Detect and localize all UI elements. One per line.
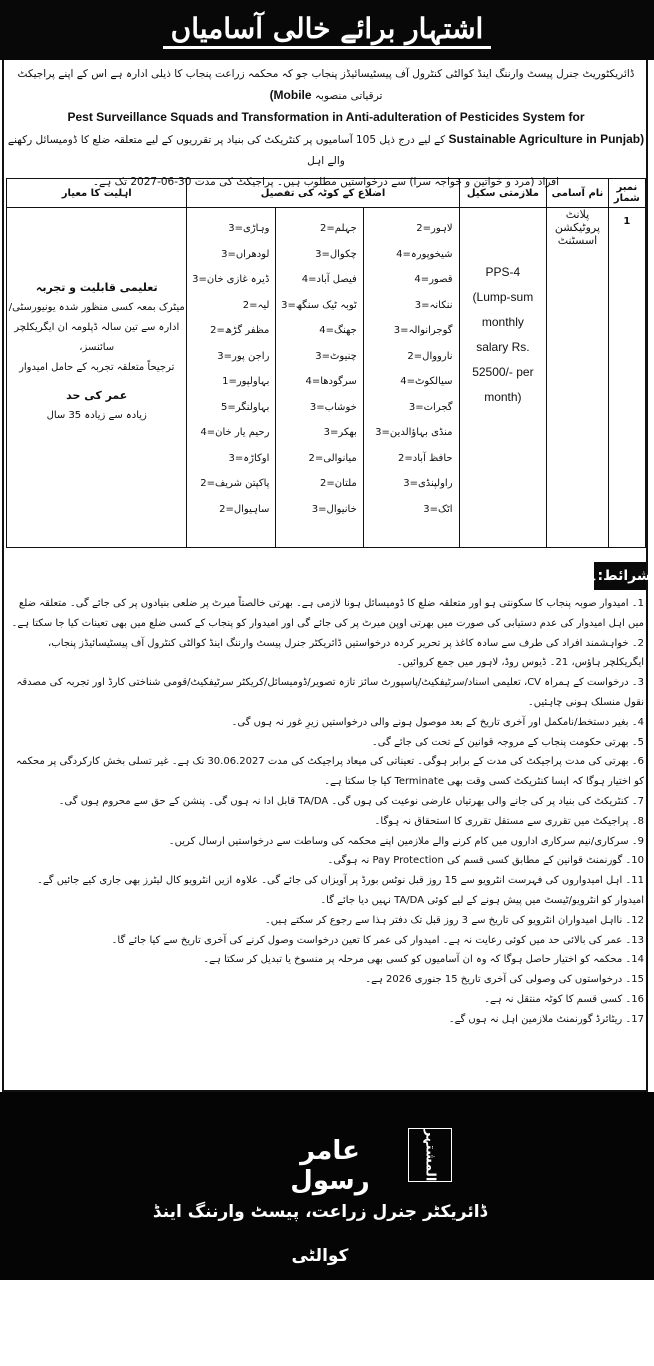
vacancy-table <box>6 178 646 548</box>
page-title: اشتہار برائے خالی آسامیاں <box>163 12 492 49</box>
intro-line-1: ڈائریکٹوریٹ جنرل پیسٹ وارننگ اینڈ کوالٹی کنٹرول آف پیسٹیسائیڈز پنجاب جو کہ محکمہ زراعت پنجاب کا ذیلی ادارہ ہے اس کے اپنے پراجیکٹ ترقیاتی منصوبہ (Mobile <box>17 68 635 102</box>
qualification-heading: تعلیمی قابلیت و تجربہ <box>35 281 158 294</box>
condition-item: 3۔ درخواست کے ہمراہ CV، تعلیمی اسناد/سرٹیفکیٹ/پاسپورٹ سائز تازہ تصویر/ڈومیسائل/کریکٹر سرٹیفکیٹ/قومی شناختی کارڈ اور تجربہ کی مصدقہ نقول منسلک ہونی چاہئیں۔ <box>16 677 644 708</box>
qualification-criteria: تعلیمی قابلیت و تجربہ میٹرک بمعہ کسی منظور شدہ یونیورسٹی/ ادارہ سے تین سالہ ڈپلومہ ان ایگریکلچر سائنسز، ترجیحاً متعلقہ تجربہ کے حامل امیدوار عمر کی حد زیادہ سے زیادہ 35 سال <box>7 208 187 548</box>
conditions-list <box>8 594 644 1030</box>
condition-item: 9۔ سرکاری/نیم سرکاری اداروں میں کام کرنے والے ملازمین اپنے محکمہ کی وساطت سے درخواستیں ارسال کریں۔ <box>168 835 644 847</box>
condition-item: 13۔ عمر کی بالائی حد میں کوئی رعایت نہ ہے۔ امیدوار کی عمر کا تعین درخواست وصول کرنے کی آخری تاریخ سے کیا جائے گا۔ <box>111 934 644 946</box>
condition-item: 16۔ کسی قسم کا کوٹہ منتقل نہ ہے۔ <box>484 993 644 1005</box>
condition-item: 5۔ بھرتی حکومت پنجاب کے مروجہ قوانین کے تحت کی جائے گی۔ <box>371 736 644 748</box>
intro-paragraph <box>6 64 646 193</box>
condition-item: 1۔ امیدوار صوبہ پنجاب کا سکونتی ہو اور متعلقہ ضلع کا ڈومیسائل ہونا لازمی ہے۔ بھرتی خالصتاً میرٹ پر ضلعی بنیادوں پر کی جائے گی۔ متعلقہ ضلع میں اہل امیدوار کی عدم دستیابی کی صورت میں بھرتی اوپن میرٹ پر کی جائے گی اور امیدوار کو پنجاب کے کسی ضلع میں بھی تعینات کیا جا سکتا ہے۔ <box>11 598 644 629</box>
condition-item: 14۔ محکمہ کو اختیار حاصل ہوگا کہ وہ ان آسامیوں کو کسی بھی مرحلہ پر منسوخ یا تبدیل کر سکتا ہے۔ <box>203 954 644 966</box>
condition-item: 7۔ کنٹریکٹ کی بنیاد پر کی جانے والی بھرتیاں عارضی نوعیت کی ہوں گی۔ TA/DA قابل ادا نہ ہوں گی۔ پنشن کے حق سے محروم ہوں گی۔ <box>58 795 644 807</box>
table-header-row <box>7 179 646 208</box>
advertiser-name: عامر رسول <box>290 1136 370 1196</box>
condition-item: 17۔ ریٹائرڈ گورنمنٹ ملازمین اہل نہ ہوں گے۔ <box>448 1013 644 1025</box>
advertiser-designation: ڈائریکٹر جنرل زراعت، پیسٹ وارننگ اینڈ کوالٹی کنٹرول آف پیسٹی سائیڈز، پنجاب، 21۔ ڈیوس روڈ، <box>152 1202 488 1354</box>
advertiser-footer <box>0 1092 654 1354</box>
header-post-name: نام آسامی <box>547 179 608 208</box>
age-limit: زیادہ سے زیادہ 35 سال <box>46 410 147 421</box>
condition-item: 2۔ خواہشمند افراد کی طرف سے سادہ کاغذ پر تحریر کردہ درخواستیں ڈائریکٹر جنرل پیسٹ وارننگ اینڈ کوالٹی کنٹرول آف پیسٹیسائیڈز پنجاب، ایگریکلچر ہاؤس، 21۔ ڈیوس روڈ، لاہور میں جمع کروائیں۔ <box>48 637 644 669</box>
header-serial-no: نمبر شمار <box>608 179 645 208</box>
district-quota-col-1: لاہور=2 شیخوپورہ=4 قصور=4 ننکانہ=3 گوجرانوالہ=3 نارووال=2 سیالکوٹ=4 گجرات=3 منڈی بہاؤالدین=3 حافظ آباد=2 راولپنڈی=3 اٹک=3 <box>363 208 459 548</box>
intro-line-4: افراد (مرد و خواتین و خواجہ سرا) سے درخواستیں مطلوب ہیں۔ پراجیکٹ کی مدت 30-06-2027 تک ہے۔ <box>92 176 560 188</box>
condition-item: 6۔ بھرتی کی مدت پراجیکٹ کی مدت کے برابر ہوگی۔ تعیناتی کی میعاد پراجیکٹ کی مدت 30.06.2027 تک ہے۔ غیر تسلی بخش کارکردگی پر محکمہ کو اختیار ہوگا کہ ایسا کنٹریکٹ کسی وقت بھی Terminate کیا جا سکتا ہے۔ <box>15 756 644 788</box>
condition-item: 8۔ پراجیکٹ میں تقرری سے مستقل تقرری کا استحقاق نہ ہوگا۔ <box>374 815 644 827</box>
title-banner <box>0 0 654 60</box>
district-quota-col-3: وہاڑی=3 لودھراں=3 ڈیرہ غازی خان=3 لیہ=2 مظفر گڑھ=2 راجن پور=3 بہاولپور=1 بہاولنگر=5 رحیم یار خان=4 اوکاڑہ=3 پاکپتن شریف=2 ساہیوال=2 <box>187 208 276 548</box>
header-qualification: اہلیت کا معیار <box>7 179 187 208</box>
post-name: پلانٹ پروٹیکشن اسسٹنٹ <box>547 208 608 548</box>
intro-line-3: Sustainable Agriculture in Punjab) کے لیے درج ذیل 105 آسامیوں پر کنٹریکٹ کی بنیاد پر تقرریوں کے لیے متعلقہ ضلع کا ڈومیسائل رکھنے والے اہل <box>7 132 645 167</box>
header-district-quota: اضلاع کے کوٹہ کی تفصیل <box>187 179 459 208</box>
pay-scale: PPS-4 (Lump-sum monthly salary Rs. 52500/- per month) <box>459 208 547 548</box>
header-pay-scale: ملازمتی سکیل <box>459 179 547 208</box>
serial-no: 1 <box>608 208 645 548</box>
conditions-heading: شرائط:۔ <box>594 562 646 590</box>
condition-item: 4۔ بغیر دستخط/نامکمل اور آخری تاریخ کے بعد موصول ہونے والی درخواستیں زیرِ غور نہ ہوں گی۔ <box>231 716 644 728</box>
condition-item: 10۔ گورنمنٹ قوانین کے مطابق کسی قسم کی Pay Protection نہ ہوگی۔ <box>327 855 644 867</box>
intro-line-2: Pest Surveillance Squads and Transformation in Anti-adulteration of Pesticides System for <box>67 110 585 124</box>
age-limit-heading: عمر کی حد <box>66 389 128 402</box>
condition-item: 15۔ درخواستوں کی وصولی کی آخری تاریخ 15 جنوری 2026 ہے۔ <box>365 974 644 986</box>
condition-item: 12۔ نااہل امیدواران انٹرویو کی تاریخ سے 3 روز قبل تک دفتر ہذا سے رجوع کر سکتے ہیں۔ <box>264 914 644 926</box>
table-row <box>7 208 646 548</box>
district-quota-col-2: جہلم=2 چکوال=3 فیصل آباد=4 ٹوبہ ٹیک سنگھ=3 جھنگ=4 چنیوٹ=3 سرگودھا=4 خوشاب=3 بھکر=3 میانوالی=2 ملتان=2 خانیوال=3 <box>276 208 363 548</box>
advertiser-stamp: المشتہر <box>408 1128 452 1182</box>
condition-item: 11۔ اہل امیدواروں کی فہرست انٹرویو سے 15 روز قبل نوٹس بورڈ پر آویزاں کی جائے گی۔ علاوہ ازیں انٹرویو کال لیٹرز بھی جاری کیے جائیں گے۔ امیدوار کو انٹرویو/ٹیسٹ میں پیش ہونے کے لیے کوئی TA/DA نہیں دیا جائے گا۔ <box>37 875 644 906</box>
